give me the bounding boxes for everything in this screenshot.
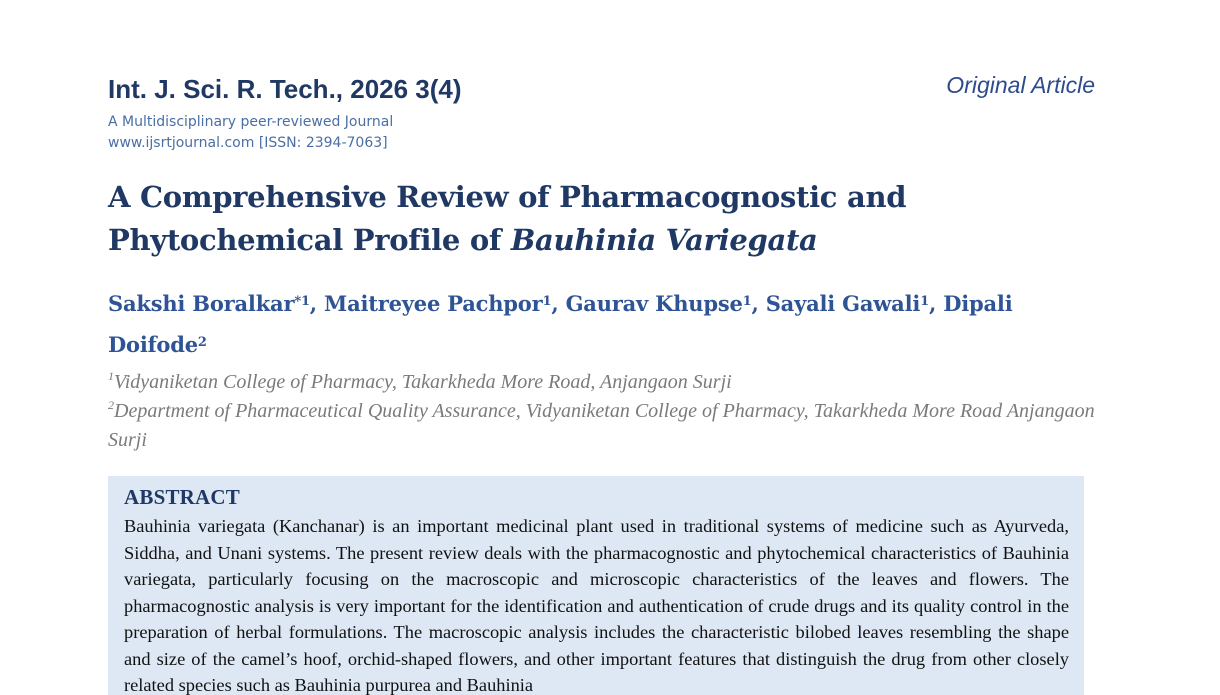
author-name: Sakshi Boralkar [108,291,295,316]
journal-tagline: A Multidisciplinary peer-reviewed Journal [108,114,394,130]
author-name: Dipali Doifode [108,291,1013,357]
author-affiliation-mark: *1 [294,294,310,309]
affiliation-mark: 1 [108,369,114,383]
abstract-text: Bauhinia variegata (Kanchanar) is an important medicinal plant used in traditional systems of medicine such as Ayurveda, Siddha, and Unani systems. The present review deals with the pharmacognostic and phytochemical characteristics of Bauhinia variegata, particularly focusing on the macroscopic and microscopic characteristics of the leaves and flowers. The pharmacognostic analysis is very important for the identification and authentication of crude drugs and its quality control in the preparation of herbal formulations. The macroscopic analysis includes the characteristic bilobed leaves resembling the shape and size of the camel’s hoof, orchid-shaped flowers, and other important features that distinguish the drug from other closely related species such as Bauhinia purpurea and Bauhinia [124,516,1069,695]
author-list [108,283,1098,365]
author-name: Sayali Gawali [765,291,921,316]
journal-citation: Int. J. Sci. R. Tech., 2026 3(4) [108,74,462,104]
author-affiliation-mark: 2 [197,335,207,350]
article-type-label: Original Article [946,72,1095,98]
affiliation-text: Vidyaniketan College of Pharmacy, Takarkheda More Road, Anjangaon Surji [114,371,732,393]
affiliation-item [108,397,1098,455]
title-line-2-prefix: Phytochemical Profile of [108,223,511,257]
author-separator: , [309,291,325,316]
author-affiliation-mark: 1 [542,294,552,309]
author-name: Gaurav Khupse [565,291,743,316]
author-separator: , [751,291,766,316]
abstract-box [108,476,1084,695]
title-species-name: Bauhinia Variegata [510,223,818,257]
journal-website[interactable]: www.ijsrtjournal.com [ISSN: 2394-7063] [108,135,388,151]
affiliation-list [108,368,1098,455]
abstract-heading: ABSTRACT [124,485,240,509]
author-affiliation-mark: 1 [742,294,752,309]
author-name: Maitreyee Pachpor [324,291,543,316]
author-separator: , [929,291,944,316]
article-title [108,176,1108,262]
author-separator: , [551,291,566,316]
affiliation-item [108,368,1098,397]
affiliation-text: Department of Pharmaceutical Quality Assurance, Vidyaniketan College of Pharmacy, Takarkheda More Road Anjangaon Surji [108,400,1095,451]
affiliation-mark: 2 [108,398,114,412]
title-line-1: A Comprehensive Review of Pharmacognostic and [108,180,907,214]
author-affiliation-mark: 1 [920,294,930,309]
